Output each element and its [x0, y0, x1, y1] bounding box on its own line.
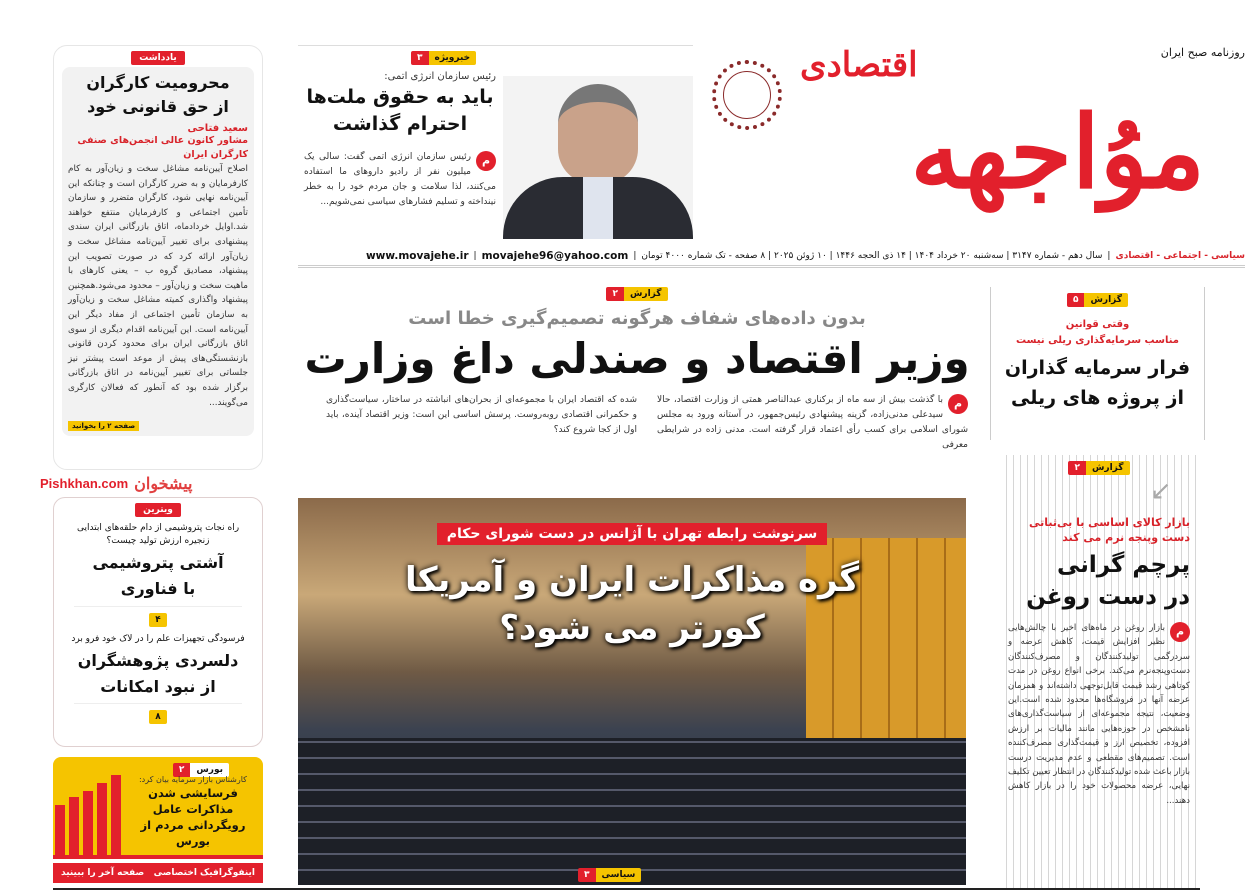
kicker	[991, 317, 1204, 349]
item1-headline-line-1: آشتی پتروشیمی	[92, 553, 224, 572]
kicker	[1000, 515, 1198, 545]
photo-kicker: سرنوشت رابطه تهران با آژانس در دست شورای حکام	[437, 523, 828, 545]
headline	[1000, 549, 1198, 613]
watermark-text: پیشخوان	[134, 473, 193, 493]
section-tag-label: گزارش	[1084, 293, 1128, 307]
summary	[1000, 621, 1198, 808]
layout-block	[69, 797, 79, 855]
divider: |	[473, 251, 477, 261]
website-link[interactable]: www.movajehe.ir	[365, 250, 469, 262]
page-tag-label: ۸	[149, 710, 167, 724]
headline-line-1: پرچم گرانی	[1056, 552, 1190, 578]
logo-badge-icon: م	[1170, 622, 1190, 642]
kicker-line-1: بازار کالای اساسی با بی‌ثباتی	[1028, 516, 1190, 529]
tagline: روزنامه صبح ایران	[1160, 46, 1245, 59]
section-tag	[411, 51, 476, 65]
photo-headline	[298, 556, 966, 652]
layout-block	[129, 774, 257, 849]
layout-block	[97, 783, 107, 855]
logo-subname: اقتصادی	[800, 45, 918, 85]
masthead	[700, 40, 1245, 240]
lead-body-left: شده که اقتصاد ایران با مجموعه‌ای از بحران‌های انباشته در ساختار، سیاست‌گذاری و حکمرانی اقتصادی روبه‌روست. پرسش اساسی این است: وزیر اقتصاد آینده، باید اول از کجا شروع کند؟	[326, 395, 637, 435]
portrait-photo	[503, 76, 693, 239]
lead-body-right	[657, 393, 968, 453]
seal-logo	[712, 60, 782, 130]
note-body: اصلاح آیین‌نامه مشاغل سخت و زیان‌آور به کام کارفرمایان و به ضرر کارگران است و چنانکه این آیین‌نامه نهایی شود، کارگران متضرر و سازمان تأمین اجتماعی و کارفرمایان منتفع خواهند شد.اوایل خردادماه، اتاق بازرگانی ایران سندی پیشنهادی برای تغییر آیین‌نامه مشاغل سخت و زیان‌آور ارائه کرد که در صورت تصویب این پیشنهاد، مصادیق گروه ب – یعنی کارهای با ماهیت سخت و زیان‌آور – محدود می‌شود.همچنین پیشنهاد واگذاری کمیته مشاغل سخت و زیان‌آور به سازمان تأمین اجتماعی از مفاد دیگر این آیین‌نامه است. این آیین‌نامه اقدام دیگری از سوی اتاق بازرگانی ایران برای محدود کردن قانونی بازنشستگی‌های پیش از موعد است پیشتر نیز جلساتی برای تغییر آیین‌نامه در اتاق بازرگانی برگزار شده بود که آنطور که فعالان کارگری می‌گویند...	[68, 164, 248, 408]
opinion-box[interactable]	[53, 45, 263, 470]
lead-headline: وزیر اقتصاد و صندلی داغ وزارت	[304, 334, 970, 383]
headline-line-1: فرار سرمایه گذاران	[1004, 357, 1191, 379]
item1-kicker: راه نجات پتروشیمی از دام حلقه‌های ابتدایی زنجیره ارزش تولید چیست؟	[76, 523, 240, 546]
section-tag-label: ویترین	[135, 503, 181, 517]
layout-block	[54, 497, 262, 517]
section-tag-page: ۲	[173, 763, 191, 777]
growth-chart-icon	[55, 765, 125, 855]
infographic-bar[interactable]	[53, 863, 263, 883]
infographic-link[interactable]: صفحه آخر را ببینید	[61, 868, 145, 878]
headline-line-2: در دست روغن	[1026, 584, 1190, 610]
kicker-line-2: مناسب سرمایه‌گذاری ریلی نیست	[1016, 335, 1179, 346]
item2-headline	[54, 648, 262, 700]
lead-body	[298, 393, 976, 453]
kicker-line-1: وقتی قوانین	[1065, 319, 1130, 330]
bottom-rule	[53, 888, 1200, 890]
layout-block	[558, 84, 638, 184]
layout-block	[298, 523, 966, 545]
section-tag-label: خبرویژه	[429, 51, 477, 65]
layout-block	[68, 413, 248, 432]
rail-story-2[interactable]	[1000, 455, 1198, 890]
item1-headline	[54, 550, 262, 602]
section-tag-label: سیاسی	[596, 868, 642, 882]
layout-block	[74, 703, 242, 724]
layout-block	[723, 71, 771, 119]
layout-block	[304, 71, 496, 210]
section-tag	[578, 868, 641, 882]
special-news-box[interactable]	[298, 45, 693, 238]
kicker: رئیس سازمان انرژی اتمی:	[384, 71, 496, 82]
watermark-site: Pishkhan.com	[40, 475, 129, 491]
section-tag	[606, 287, 667, 301]
photo-story[interactable]	[298, 498, 966, 885]
summary-text: رئیس سازمان انرژی اتمی گفت: سالی یک میلیون نفر از رادیو داروهای ما استفاده می‌کنند، لذا سلامت و جان مردم خود را به خطر نینداخته و تسلیم فشارهای سیاسی نمی‌شویم...	[304, 152, 496, 207]
section-tag-label: گزارش	[1086, 461, 1130, 475]
photo-headline-line-1: گره مذاکرات ایران و آمریکا	[405, 560, 859, 600]
headline: فرسایشی شدن مذاکرات عامل رویگردانی مردم از بورس	[140, 786, 246, 848]
headline-line-2: احترام گذاشت	[332, 113, 468, 135]
headline	[68, 71, 248, 119]
layout-block	[1000, 455, 1198, 475]
layout-block	[83, 791, 93, 855]
layout-block	[62, 67, 254, 436]
page-tag[interactable]	[149, 613, 167, 627]
page-tag[interactable]	[149, 710, 167, 724]
infographic-label: اینفوگرافیک اختصاصی	[153, 868, 255, 878]
section-tag-label: گزارش	[624, 287, 668, 301]
showcase-box[interactable]	[53, 497, 263, 747]
section-tag-page: ۳	[578, 868, 596, 882]
section-tag	[1068, 461, 1129, 475]
lead-body-right-text: با گذشت بیش از سه ماه از برکناری عبدالناصر همتی از وزارت اقتصاد، حالا سیدعلی مدنی‌زاده، گزینه پیشنهادی رئیس‌جمهور، در آستانه ورود به مجلس شورای اسلامی برای کسب رأی اعتماد قرار گرفته است. مدنی زاده در شرایطی معرفی	[657, 395, 968, 450]
layout-block	[55, 805, 65, 855]
info-details: سال دهم - شماره ۳۱۴۷ | سه‌شنبه ۲۰ خرداد ۱۴۰۴ | ۱۴ ذی الحجه ۱۴۴۶ | ۱۰ ژوئن ۲۰۲۵ | ۸ صفحه - تک شماره ۴۰۰۰ تومان	[641, 251, 1103, 261]
email-link[interactable]: movajehe96@yahoo.com	[481, 250, 629, 262]
divider: |	[1107, 251, 1111, 261]
item2-headline-line-2: از نبود امکانات	[100, 677, 216, 696]
item1-headline-line-2: با فناوری	[120, 579, 196, 598]
headline	[991, 353, 1204, 413]
layout-block	[583, 177, 613, 239]
layout-block	[54, 45, 262, 65]
section-tag-page: ۳	[411, 51, 429, 65]
summary-text: بازار روغن در ماه‌های اخیر با چالش‌هایی نظیر افزایش قیمت، کاهش عرضه و سردرگمی تولیدکنندگان و مصرف‌کنندگان دست‌وپنجه‌نرم می‌کند. برخی انواع روغن در مدت کوتاهی رشد قیمت قابل‌توجهی داشته‌اند و همزمان عرضه آنها در فروشگاه‌ها محدود شده است.این وضعیت، نتیجه مجموعه‌ای از سیاست‌گذاری‌های نامشخص در حوزه‌هایی مانند مالیات بر ارزش افزوده، تخصیص ارز و قیمت‌گذاری مصرف‌کننده است. تصمیم‌های مقطعی و عدم مدیریت درست بازار باعث شده تولیدکنندگان در انتظار تعیین تکلیف نهایی، عرضه محصولات خود را در بازار کاهش دهند...	[1008, 623, 1190, 806]
layout-block	[74, 606, 242, 627]
read-more-link[interactable]: صفحه ۲ را بخوانید	[68, 421, 139, 431]
logo-badge-icon: م	[476, 151, 496, 171]
lead-story[interactable]	[298, 285, 976, 490]
headline-line-1: باید به حقوق ملت‌ها	[306, 86, 494, 108]
rail-story-1[interactable]	[990, 287, 1205, 440]
photo-headline-line-2: کورتر می شود؟	[499, 608, 765, 648]
layout-block	[111, 775, 121, 855]
section-tag	[131, 51, 184, 65]
info-bar	[298, 250, 1245, 268]
summary	[304, 150, 496, 210]
section-tag-label: بورس	[190, 763, 229, 777]
section-tag-label: یادداشت	[131, 51, 184, 65]
section-tag	[135, 503, 181, 517]
arrow-icon: ↙	[1150, 476, 1172, 506]
section-tag-page: ۲	[1068, 461, 1086, 475]
bourse-box[interactable]	[53, 757, 263, 859]
pishkhan-watermark	[40, 471, 192, 495]
item2-headline-line-1: دلسردی پژوهشگران	[77, 651, 239, 670]
logo: موُاجهه	[910, 93, 1205, 211]
page-tag-label: ۴	[149, 613, 167, 627]
layout-block	[411, 45, 476, 65]
info-sections: سیاسی - اجتماعی - اقتصادی	[1115, 251, 1245, 261]
headline-line-2: از پروژه های ریلی	[1011, 387, 1184, 409]
layout-block	[578, 862, 641, 882]
divider: |	[633, 251, 637, 261]
author-role: مشاور کانون عالی انجمن‌های صنفی کارگران ایران	[77, 135, 248, 160]
section-tag	[1067, 293, 1128, 307]
section-tag-page: ۲	[606, 287, 624, 301]
kicker-line-2: دست وپنجه نرم می کند	[1062, 531, 1190, 544]
logo-badge-icon: م	[948, 394, 968, 414]
section-tag-page: ۵	[1067, 293, 1085, 307]
headline-line-2: از حق قانونی خود	[87, 97, 229, 116]
kicker: کارشناس بازار سرمایه بیان کرد:	[138, 775, 247, 784]
author: سعید فتاحی	[187, 123, 248, 134]
item2-kicker: فرسودگی تجهیزات علم را در لاک خود فرو برد	[71, 634, 245, 644]
headline	[304, 84, 496, 138]
layout-block	[991, 287, 1204, 307]
headline-line-1: محرومیت کارگران	[86, 73, 230, 92]
lead-kicker: بدون داده‌های شفاف هرگونه تصمیم‌گیری خطا است	[408, 308, 866, 329]
